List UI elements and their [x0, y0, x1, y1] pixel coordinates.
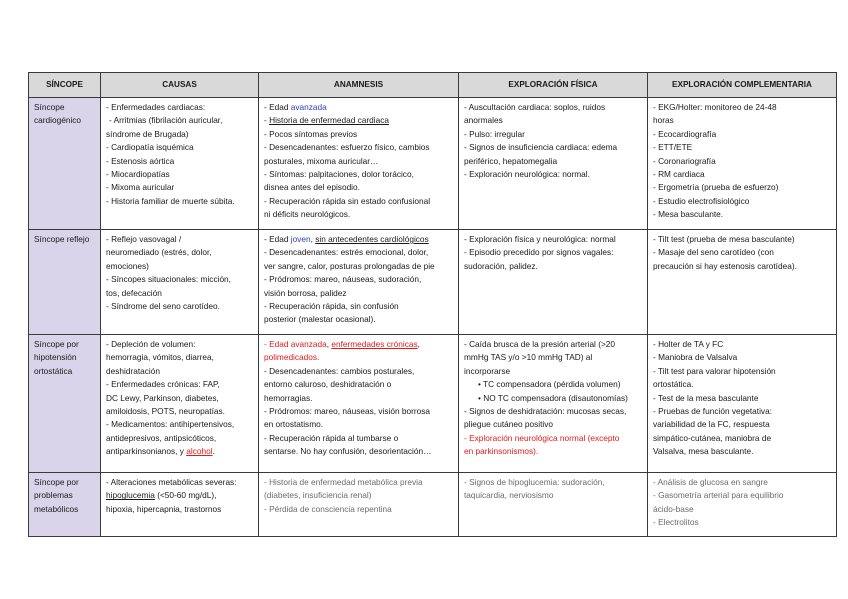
header-anamnesis: ANAMNESIS	[259, 73, 459, 98]
cell-complementaria	[648, 473, 837, 537]
text-line	[264, 101, 453, 114]
text-line: Valsalva, mesa basculante.	[653, 446, 754, 457]
row-label: Síncope cardiogénico	[29, 98, 101, 230]
text-line: - Miocardiopatías	[106, 169, 170, 180]
cell-causas	[101, 98, 259, 230]
text-line: posterior (malestar ocasional).	[264, 314, 376, 325]
text-line: ver sangre, calor, posturas prolongadas de pie	[264, 260, 435, 271]
text-line: - Desencadenantes: cambios posturales,	[264, 365, 415, 376]
text-line: - Enfermedades crónicas: FAP,	[106, 379, 220, 390]
text-line: - Historia de enfermedad metabólica previa	[264, 477, 423, 487]
cell-causas	[101, 335, 259, 473]
text-line: disnea antes del episodio.	[264, 182, 360, 193]
text-line: pliegue cutáneo positivo	[464, 419, 554, 430]
text-line: - Depleción de volumen:	[106, 339, 196, 349]
text-line: - EKG/Holter: monitoreo de 24-48	[653, 102, 777, 112]
text-line: - Holter de TA y FC	[653, 339, 724, 349]
text-line: sentarse. No hay confusión, desorientación…	[264, 446, 432, 457]
row-reflejo	[29, 230, 837, 335]
text-line: (diabetes, insuficiencia renal)	[264, 490, 372, 501]
row-label: Síncope por hipotensión ortostática	[29, 335, 101, 473]
text-span: (<50-60 mg/dL),	[154, 490, 217, 501]
text-line: - Pruebas de función vegetativa:	[653, 406, 772, 417]
text-line: emociones)	[106, 260, 149, 271]
cell-exploracion	[459, 98, 648, 230]
sin-antecedentes: sin antecedentes cardiológicos	[315, 234, 429, 244]
cell-anamnesis	[259, 473, 459, 537]
cell-complementaria	[648, 230, 837, 335]
syncope-table	[28, 72, 837, 537]
header-causas: CAUSAS	[101, 73, 259, 98]
text-line: posturales, mixoma auricular…	[264, 155, 379, 166]
text-line: variabilidad de la FC, respuesta	[653, 419, 770, 430]
text-span: ,	[326, 339, 332, 349]
neuro-exploration-text: - Exploración neurológica normal (excepto	[464, 432, 620, 443]
cell-anamnesis	[259, 98, 459, 230]
cell-causas	[101, 473, 259, 537]
edad-value: avanzada	[290, 102, 327, 112]
text-line: - Desencadenantes: esfuerzo físico, cambios	[264, 142, 430, 153]
text-line	[106, 445, 253, 458]
text-line: - Signos de deshidratación: mucosas secas,	[464, 406, 627, 417]
text-line: - Síncopes situacionales: micción,	[106, 274, 231, 285]
text-line: ácido-base	[653, 503, 694, 514]
row-label: Síncope por problemas metabólicos	[29, 473, 101, 537]
text-line: neuromediado (estrés, dolor,	[106, 247, 212, 258]
text-line: - Edad joven, sin antecedentes cardiológicos	[264, 234, 429, 244]
bullet-line: • NO TC compensadora (disautonomías)	[478, 392, 628, 403]
text-span: .	[212, 446, 215, 457]
text-line: - Exploración neurológica: normal.	[464, 169, 590, 180]
text-line: ortostática.	[653, 379, 694, 390]
header-row	[29, 73, 837, 98]
text-line: - Edad avanzada, enfermedades crónicas,	[264, 339, 420, 349]
text-line: ni déficits neurológicos.	[264, 209, 351, 220]
text-line: - ETT/ETE	[653, 142, 693, 153]
text-line: - Pocos síntomas previos	[264, 128, 358, 139]
cell-complementaria	[648, 98, 837, 230]
text-line: - Cardiopatía isquémica	[106, 142, 194, 153]
text-line: horas	[653, 115, 674, 126]
text-line: - Ecocardiografía	[653, 128, 717, 139]
text-line: - Síndrome del seno carotídeo.	[106, 301, 220, 312]
edad-value: joven	[290, 234, 311, 244]
text-line: - Recuperación rápida al tumbarse o	[264, 432, 399, 443]
text-line: - Síntomas: palpitaciones, dolor torácico,	[264, 169, 414, 180]
text-line: - Alteraciones metabólicas severas:	[106, 477, 237, 487]
text-line: - Auscultación cardiaca: soplos, ruidos	[464, 102, 606, 112]
text-line: - Pródromos: mareo, náuseas, visión borrosa	[264, 406, 431, 417]
text-line: - Recuperación rápida sin estado confusional	[264, 195, 431, 206]
text-line: taquicardia, nerviosismo	[464, 490, 554, 501]
cell-causas	[101, 230, 259, 335]
text-line: - Episodio precedido por signos vagales:	[464, 247, 614, 258]
text-line: incorporarse	[464, 365, 511, 376]
text-line: - Historia familiar de muerte súbita.	[106, 195, 235, 206]
text-line: hemorragias.	[264, 392, 313, 403]
text-line: - Coronariografía	[653, 155, 716, 166]
text-line: - Arritmias (fibrilación auricular,	[109, 115, 223, 126]
text-line: - Tilt test para valorar hipotensión	[653, 365, 776, 376]
text-line	[106, 489, 253, 502]
text-line: DC Lewy, Parkinson, diabetes,	[106, 392, 219, 403]
row-metabolicos	[29, 473, 837, 537]
text-line: - Recuperación rápida, sin confusión	[264, 301, 399, 312]
text-line: - Caída brusca de la presión arterial (>20	[464, 339, 616, 349]
alcohol-text: alcohol	[186, 446, 213, 457]
text-line: - Estudio electrofisiológico	[653, 195, 750, 206]
text-span: antiparkinsonianos, y	[106, 446, 187, 457]
text-line: deshidratación	[106, 365, 160, 376]
text-line: - Test de la mesa basculante	[653, 392, 759, 403]
text-line: en ortostatismo.	[264, 419, 324, 430]
text-line: visión borrosa, palidez	[264, 287, 347, 298]
polimedicados-text: polimedicados.	[264, 352, 320, 363]
cell-exploracion	[459, 335, 648, 473]
cell-anamnesis	[259, 335, 459, 473]
text-line: síndrome de Brugada)	[106, 128, 189, 139]
header-sincope: SÍNCOPE	[29, 73, 101, 98]
text-line: - Pródromos: mareo, náuseas, sudoración,	[264, 274, 422, 285]
text-line: - Mesa basculante.	[653, 209, 724, 220]
text-line: - Gasometría arterial para equilibrio	[653, 490, 784, 501]
cell-exploracion	[459, 473, 648, 537]
text-line: - Desencadenantes: estrés emocional, dolor,	[264, 247, 429, 258]
text-line: - Electrolitos	[653, 517, 699, 528]
neuro-exploration-text: en parkinsonismos).	[464, 446, 539, 457]
text-line: simpático-cutánea, maniobra de	[653, 432, 772, 443]
historia-link: Historia de enfermedad cardiaca	[269, 115, 389, 126]
text-line: - RM cardiaca	[653, 169, 705, 180]
text-line: hipoxia, hipercapnia, trastornos	[106, 503, 222, 514]
text-line: - Enfermedades cardiacas:	[106, 102, 206, 112]
text-line: - Maniobra de Valsalva	[653, 352, 738, 363]
text-line: - Tilt test (prueba de mesa basculante)	[653, 234, 795, 244]
edad-label: - Edad	[264, 102, 291, 112]
text-line: - Historia de enfermedad cardiaca	[264, 115, 389, 126]
text-line: antidepresivos, antipsicóticos,	[106, 432, 217, 443]
text-line: precaución si hay estenosis carotídea).	[653, 260, 797, 271]
cell-complementaria	[648, 335, 837, 473]
text-line: - Medicamentos: antihipertensivos,	[106, 419, 235, 430]
text-line: - Pérdida de consciencia repentina	[264, 503, 392, 514]
text-line: tos, defecación	[106, 287, 162, 298]
text-line: - Análisis de glucosa en sangre	[653, 477, 768, 487]
row-hipotension	[29, 335, 837, 473]
edad-label: - Edad	[264, 234, 291, 244]
header-exploracion-complementaria: EXPLORACIÓN COMPLEMENTARIA	[648, 73, 837, 98]
text-line: mmHg TAS y/o >10 mmHg TAD) al	[464, 352, 593, 363]
edad-text: - Edad avanzada	[264, 339, 327, 349]
cell-anamnesis	[259, 230, 459, 335]
text-line: - Estenosis aórtica	[106, 155, 175, 166]
row-label: Síncope reflejo	[29, 230, 101, 335]
row-cardiogenico	[29, 98, 837, 230]
text-line: - Reflejo vasovagal /	[106, 234, 182, 244]
text-line: - Mixoma auricular	[106, 182, 175, 193]
text-line: - Pulso: irregular	[464, 128, 525, 139]
hipoglucemia-text: hipoglucemia	[106, 490, 155, 501]
cell-exploracion	[459, 230, 648, 335]
text-line: anormales	[464, 115, 503, 126]
text-line: - Ergometría (prueba de esfuerzo)	[653, 182, 779, 193]
text-line: amiloidosis, POTS, neuropatías.	[106, 406, 225, 417]
text-line: - Exploración física y neurológica: normal	[464, 234, 616, 244]
text-line: periférico, hepatomegalia	[464, 155, 558, 166]
enfermedades-cronicas-text: enfermedades crónicas	[331, 339, 418, 349]
text-line: - Signos de hipoglucemia: sudoración,	[464, 477, 605, 487]
bullet-line: • TC compensadora (pérdida volumen)	[478, 379, 621, 390]
text-line: hemorragia, vómitos, diarrea,	[106, 352, 214, 363]
text-line: entorno caluroso, deshidratación o	[264, 379, 392, 390]
text-line: sudoración, palidez.	[464, 260, 538, 271]
header-exploracion-fisica: EXPLORACIÓN FÍSICA	[459, 73, 648, 98]
text-line: - Masaje del seno carotídeo (con	[653, 247, 774, 258]
text-line: - Signos de insuficiencia cardiaca: edema	[464, 142, 618, 153]
